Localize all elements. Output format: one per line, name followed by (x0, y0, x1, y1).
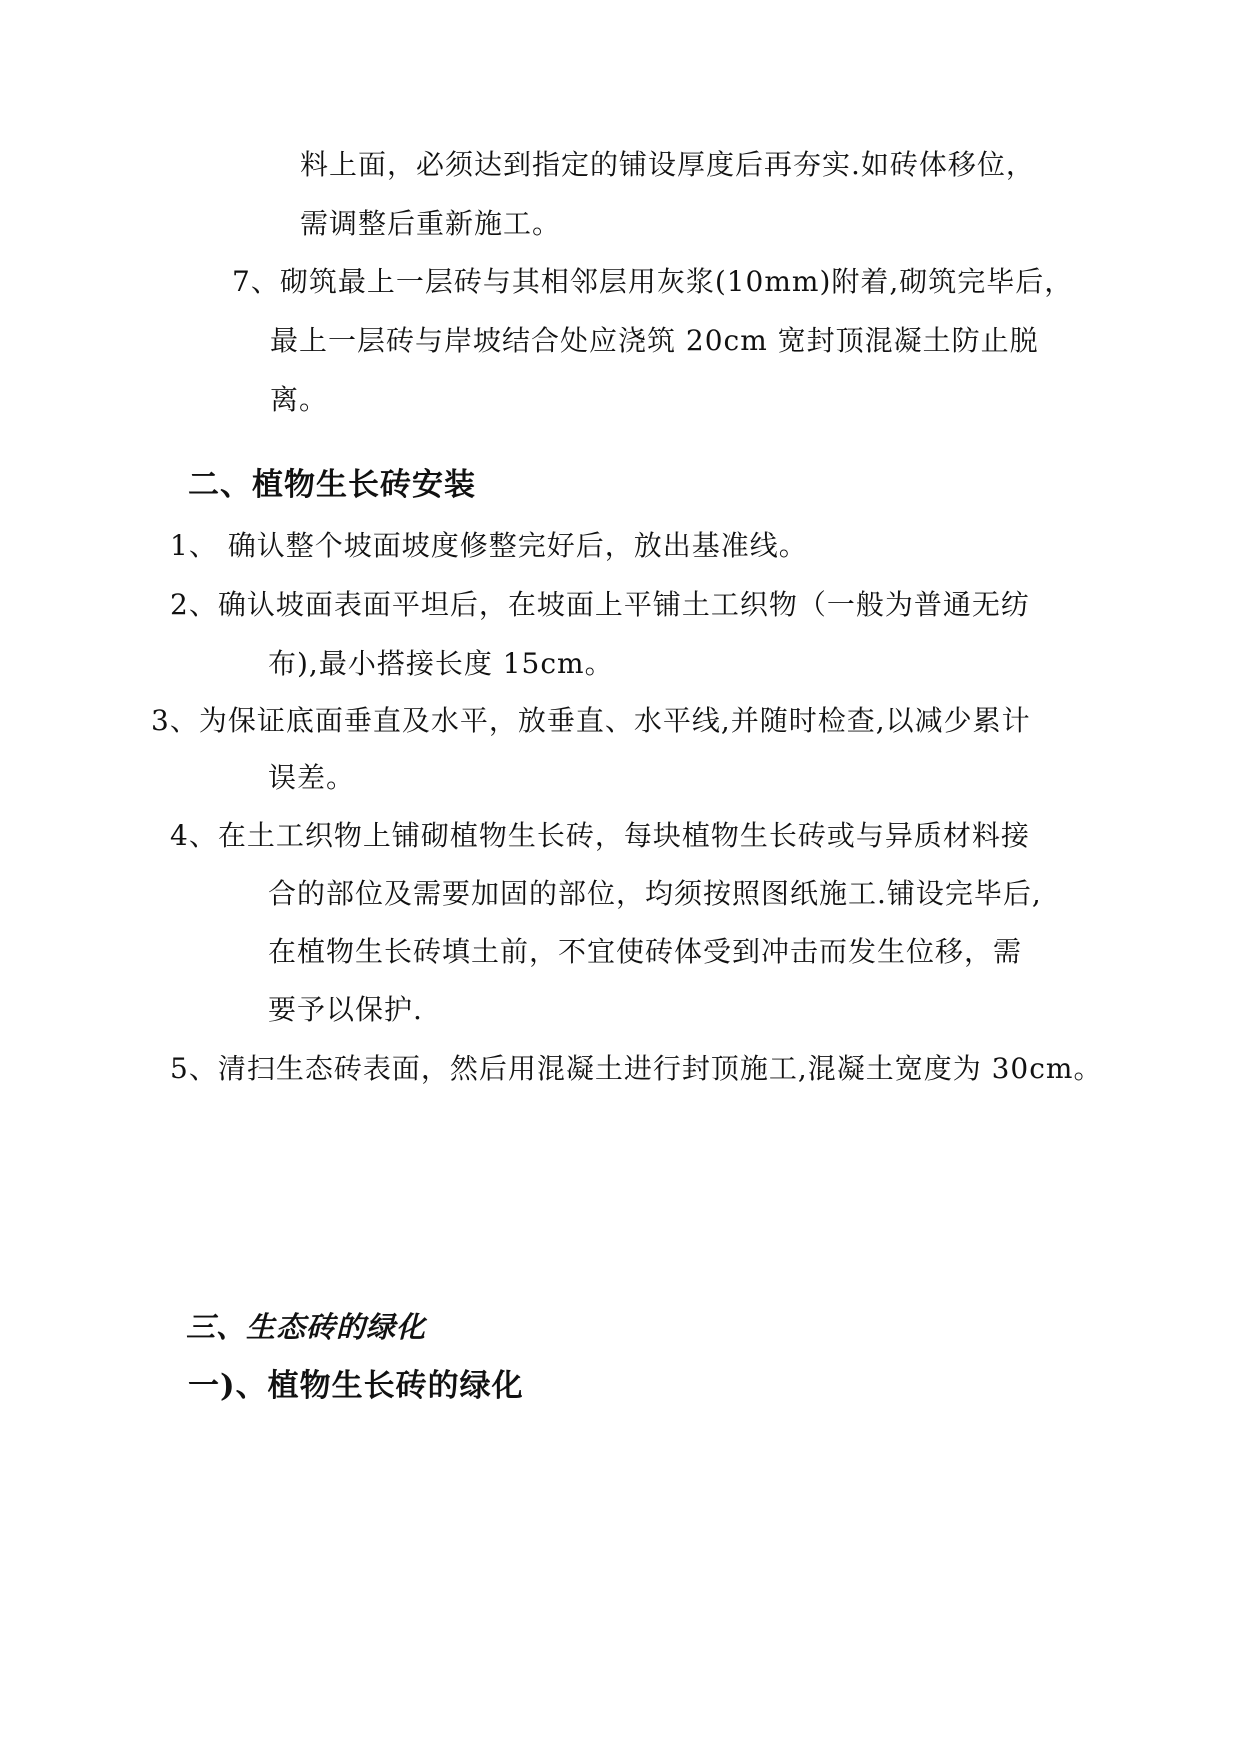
section2-item4-line2: 合的部位及需要加固的部位，均须按照图纸施工.铺设完毕后, (268, 877, 1042, 910)
section2-item4-line3: 在植物生长砖填土前，不宜使砖体受到冲击而发生位移，需 (268, 935, 1023, 968)
section2-title: 二、植物生长砖安装 (188, 467, 476, 503)
item7-line-2: 最上一层砖与岸坡结合处应浇筑 20cm 宽封顶混凝土防止脱 (270, 324, 1039, 357)
section2-item4-line1: 4、在土工织物上铺砌植物生长砖，每块植物生长砖或与异质材料接 (170, 819, 1030, 852)
section3-title: 三、生态砖的绿化 (186, 1310, 427, 1344)
subsection-title: 一)、植物生长砖的绿化 (188, 1368, 524, 1404)
intro-line-1: 料上面，必须达到指定的铺设厚度后再夯实.如砖体移位， (300, 148, 1035, 181)
item7-line-1: 7、砌筑最上一层砖与其相邻层用灰浆(10mm)附着,砌筑完毕后， (232, 265, 1074, 298)
intro-line-2: 需调整后重新施工。 (300, 207, 562, 240)
section2-item2-line2: 布),最小搭接长度 15cm。 (268, 647, 614, 680)
section2-item5-line1: 5、清扫生态砖表面，然后用混凝土进行封顶施工,混凝土宽度为 30cm。 (170, 1052, 1103, 1085)
section2-item2-line1: 2、确认坡面表面平坦后，在坡面上平铺土工织物（一般为普通无纺 (170, 588, 1030, 621)
item7-line-3: 离。 (270, 383, 329, 416)
section2-item4-line4: 要予以保护. (268, 993, 423, 1026)
section2-item3-line1: 3、为保证底面垂直及水平，放垂直、水平线,并随时检查,以减少累计 (151, 704, 1031, 737)
section2-item1-line1: 1、 确认整个坡面坡度修整完好后，放出基准线。 (170, 529, 808, 562)
section2-item3-line2: 误差。 (268, 761, 356, 794)
